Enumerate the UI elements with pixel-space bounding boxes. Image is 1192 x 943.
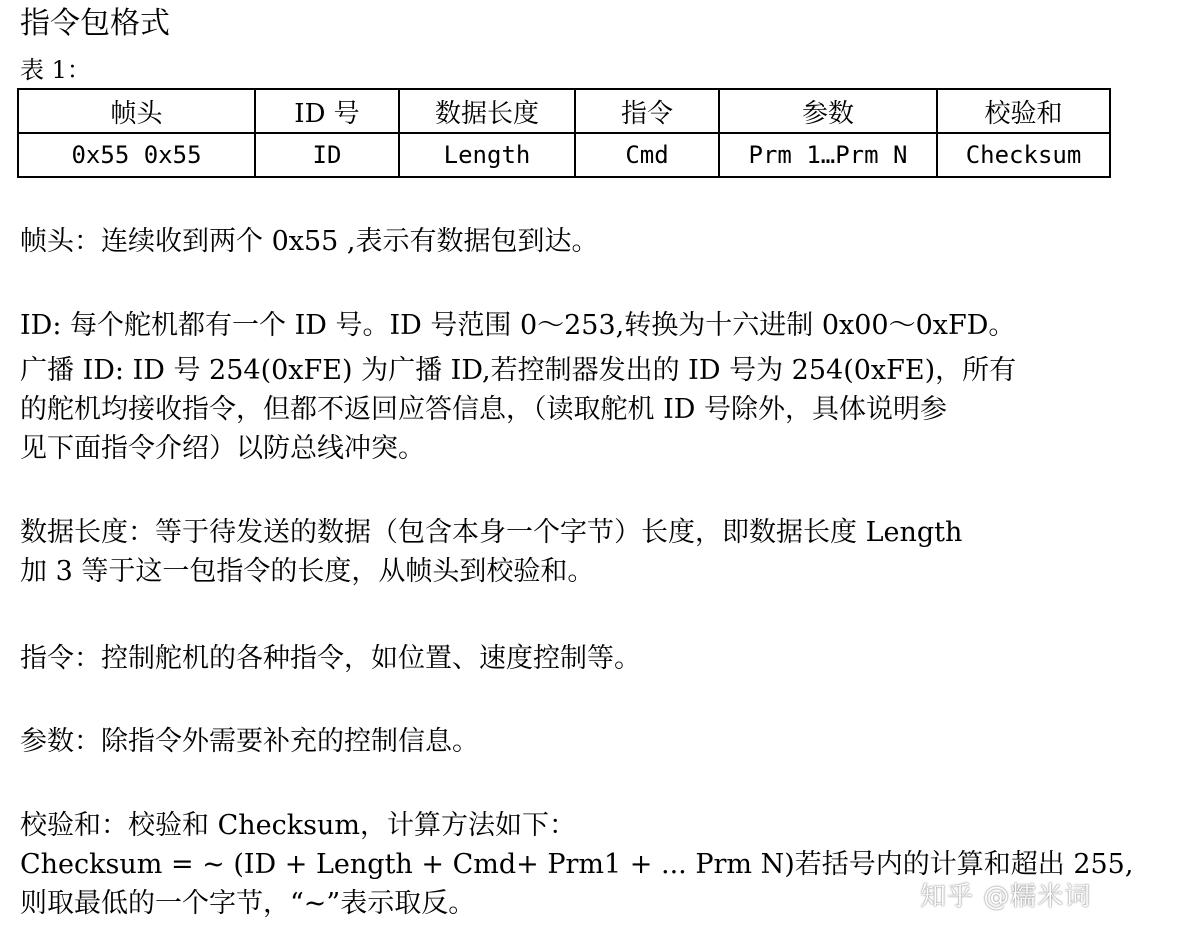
header-cell: ID 号	[255, 89, 399, 133]
parameter-paragraph	[20, 722, 1170, 761]
header-cell: 帧头	[18, 89, 255, 133]
data-length-paragraph	[20, 513, 1170, 591]
text-line: 校验和：校验和 Checksum，计算方法如下：	[20, 810, 576, 841]
packet-format-table	[17, 88, 1111, 178]
text-line: Checksum = ~ (ID + Length + Cmd+ Prm1 + ... Prm N)若括号内的计算和超出 255,	[20, 849, 1134, 880]
text-line: 数据长度：等于待发送的数据（包含本身一个字节）长度，即数据长度 Length	[20, 517, 963, 548]
table-row	[18, 133, 1110, 177]
text-line: ID: 每个舵机都有一个 ID 号。ID 号范围 0～253,转换为十六进制 0x00～0xFD。	[20, 310, 1016, 341]
text-line: 则取最低的一个字节，“~”表示取反。	[20, 888, 476, 919]
header-cell: 参数	[719, 89, 937, 133]
text-line: 指令：控制舵机的各种指令，如位置、速度控制等。	[20, 643, 641, 674]
text-line: 的舵机均接收指令，但都不返回应答信息，（读取舵机 ID 号除外，具体说明参	[20, 394, 947, 425]
id-paragraph	[20, 306, 1170, 345]
text-line: 见下面指令介绍）以防总线冲突。	[20, 433, 425, 464]
table-cell: Checksum	[937, 133, 1110, 177]
table-cell: Length	[399, 133, 575, 177]
text-line: 加 3 等于这一包指令的长度，从帧头到校验和。	[20, 556, 595, 587]
broadcast-id-paragraph	[20, 351, 1170, 468]
header-cell: 校验和	[937, 89, 1110, 133]
header-cell: 数据长度	[399, 89, 575, 133]
frame-header-paragraph	[20, 222, 1170, 261]
command-paragraph	[20, 639, 1170, 678]
text-line: 广播 ID: ID 号 254(0xFE) 为广播 ID,若控制器发出的 ID 号为 254(0xFE)，所有	[20, 355, 1017, 386]
text-line: 参数：除指令外需要补充的控制信息。	[20, 726, 479, 757]
table-cell: 0x55 0x55	[18, 133, 255, 177]
table-header-row	[18, 89, 1110, 133]
table-cell: Cmd	[575, 133, 719, 177]
watermark: 知乎 @糯米词	[920, 882, 1092, 912]
section-title: 指令包格式	[20, 6, 170, 41]
table-caption: 表 1：	[20, 56, 91, 84]
table-cell: Prm 1…Prm N	[719, 133, 937, 177]
table-cell: ID	[255, 133, 399, 177]
header-cell: 指令	[575, 89, 719, 133]
text-line: 帧头：连续收到两个 0x55 ,表示有数据包到达。	[20, 226, 599, 257]
